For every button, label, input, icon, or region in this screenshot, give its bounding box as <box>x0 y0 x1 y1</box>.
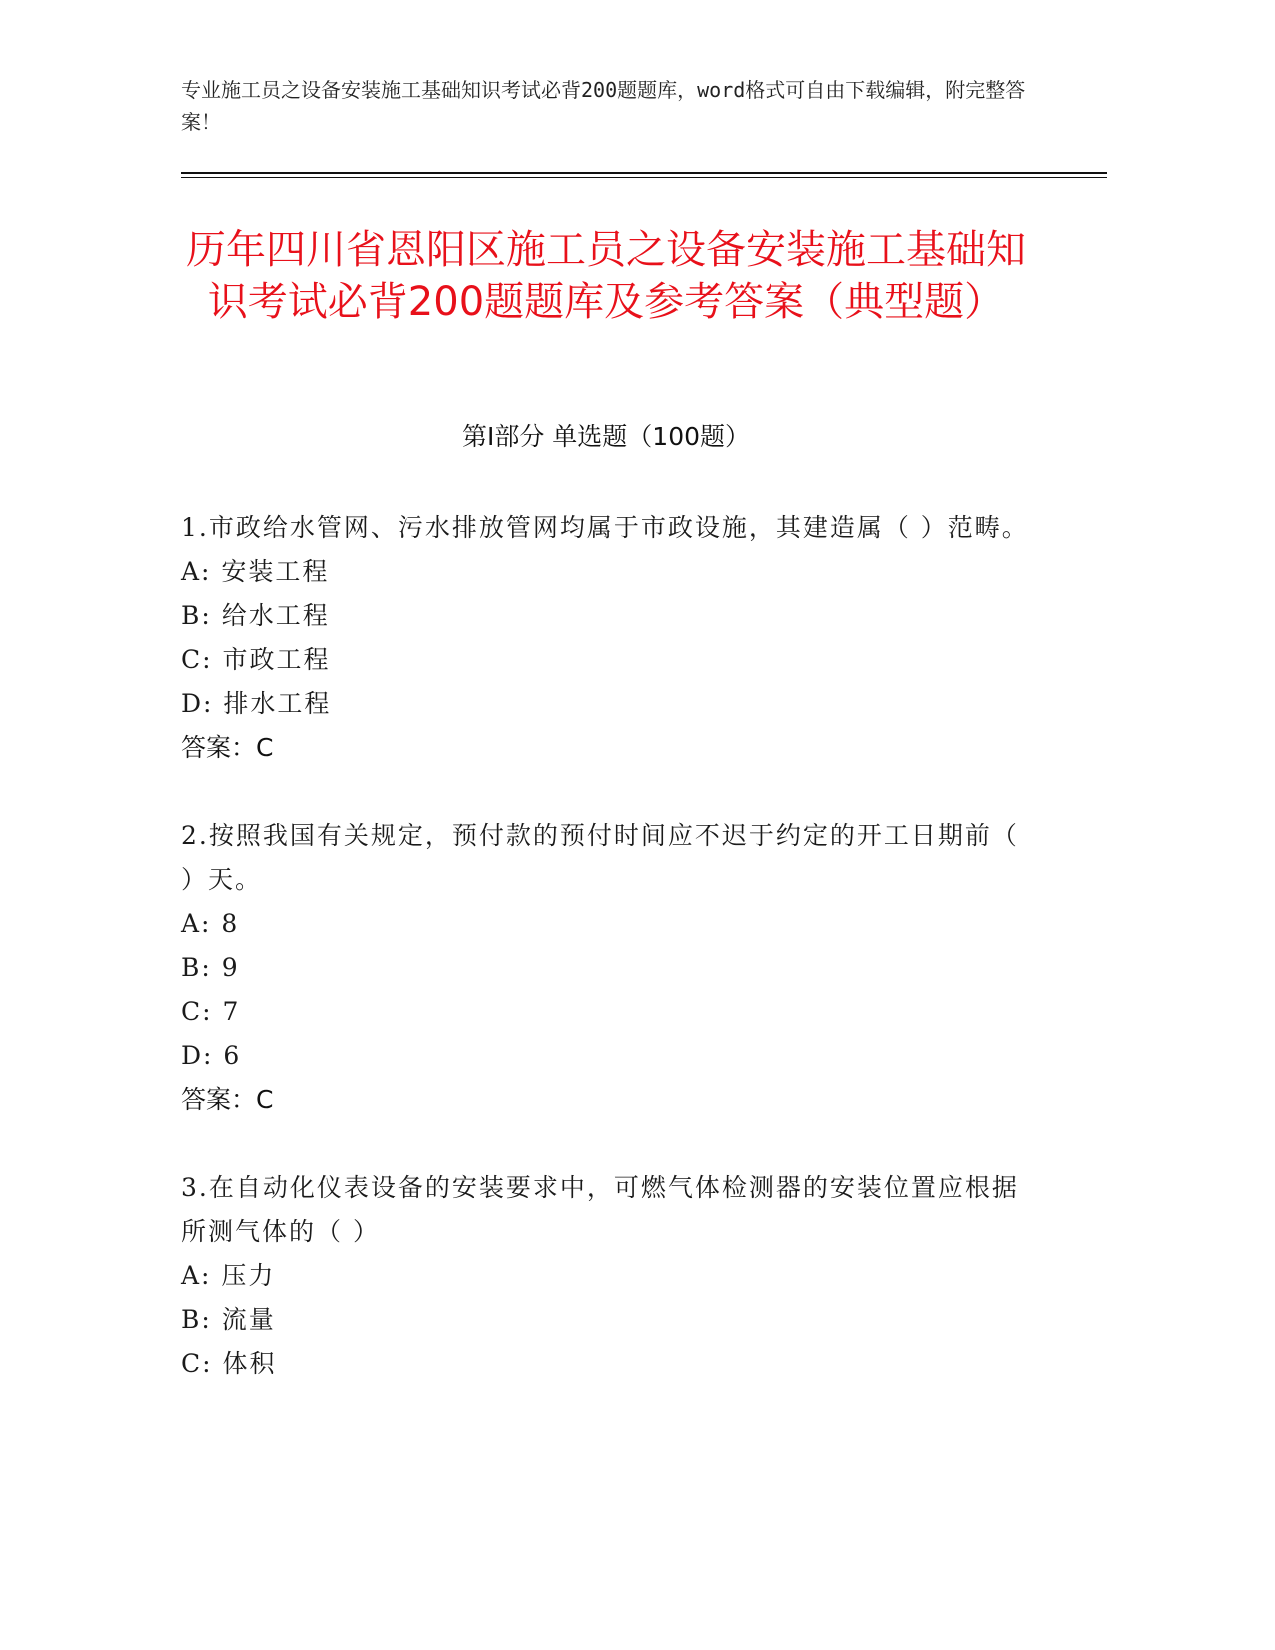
option-a: A: 压力 <box>181 1261 276 1290</box>
question-stem: 2.按照我国有关规定，预付款的预付时间应不迟于约定的开工日期前（ ）天。 <box>181 821 1019 894</box>
option-a: A: 8 <box>181 909 240 938</box>
option-a: A: 安装工程 <box>181 557 330 586</box>
question-3 <box>181 1166 1031 1386</box>
question-stem: 1.市政给水管网、污水排放管网均属于市政设施，其建造属（ ）范畴。 <box>181 513 1029 542</box>
header-divider-thin <box>181 177 1107 178</box>
question-1 <box>181 506 1031 770</box>
option-b: B: 流量 <box>181 1305 276 1334</box>
question-2 <box>181 814 1031 1122</box>
option-c: C: 体积 <box>181 1349 277 1378</box>
option-b: B: 给水工程 <box>181 601 330 630</box>
question-stem: 3.在自动化仪表设备的安装要求中，可燃气体检测器的安装位置应根据所测气体的（ ） <box>181 1173 1019 1246</box>
question-list <box>181 506 1031 1430</box>
answer: 答案：C <box>181 1085 274 1114</box>
document-title: 历年四川省恩阳区施工员之设备安装施工基础知识考试必背200题题库及参考答案（典型题） <box>186 227 1026 325</box>
option-c: C: 市政工程 <box>181 645 331 674</box>
header-note: 专业施工员之设备安装施工基础知识考试必背200题题库，word格式可自由下载编辑，附完整答案！ <box>181 78 1026 134</box>
answer: 答案：C <box>181 733 274 762</box>
section-title: 第Ⅰ部分 单选题（100题） <box>461 422 751 451</box>
option-c: C: 7 <box>181 997 241 1026</box>
option-d: D: 排水工程 <box>181 689 332 718</box>
option-d: D: 6 <box>181 1041 242 1070</box>
header-divider-thick <box>181 172 1107 174</box>
option-b: B: 9 <box>181 953 240 982</box>
